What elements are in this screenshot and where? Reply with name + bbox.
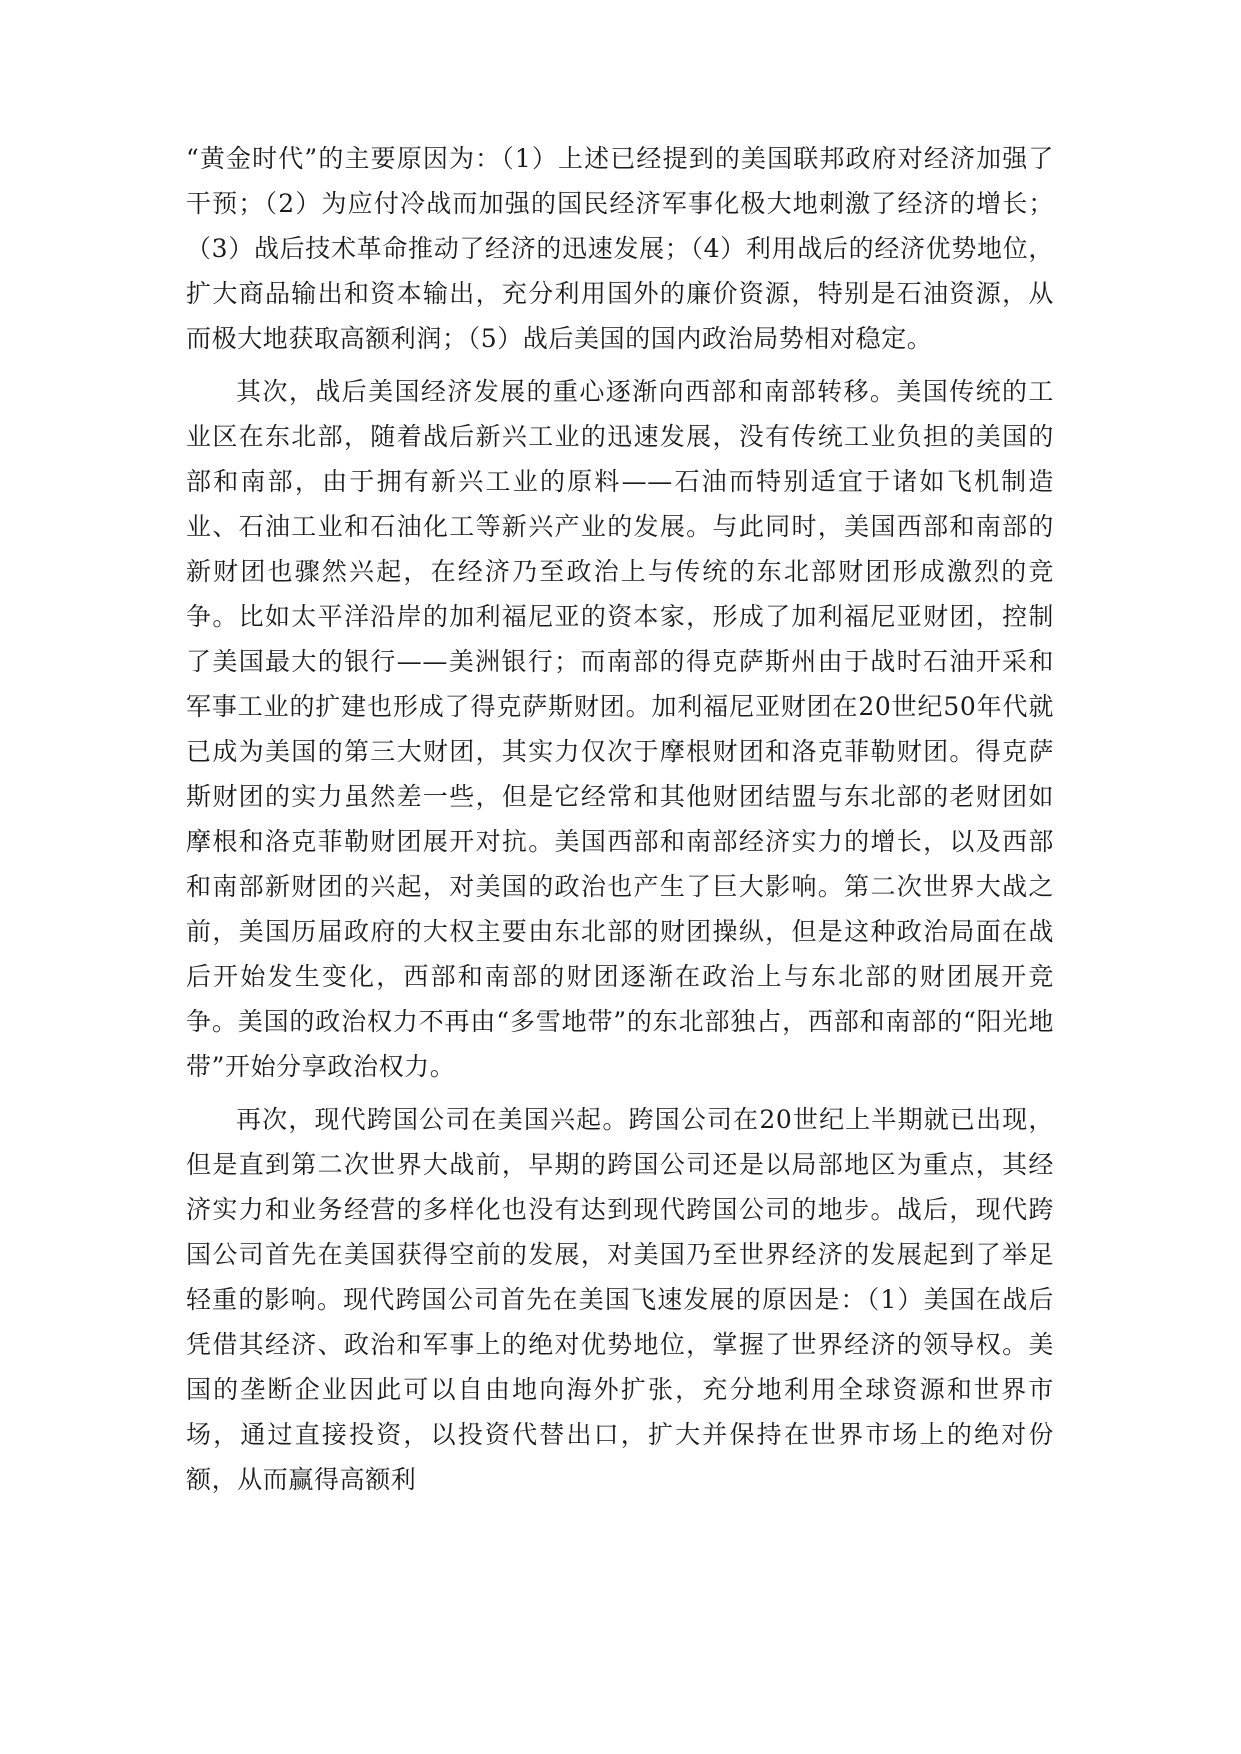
paragraph-golden-age-causes: “黄金时代”的主要原因为：（1）上述已经提到的美国联邦政府对经济加强了干预；（2）为应付冷战而加强的国民经济军事化极大地刺激了经济的增长；（3）战后技术革命推动了经济的迅速发展；（4）利用战后的经济优势地位，扩大商品输出和资本输出，充分利用国外的廉价资源，特别是石油资源，从而极大地获取高额利润；（5）战后美国的国内政治局势相对稳定。 xyxy=(186,144,1054,353)
body-text xyxy=(186,136,1054,1510)
paragraph-west-south-shift: 其次，战后美国经济发展的重心逐渐向西部和南部转移。美国传统的工业区在东北部，随着战后新兴工业的迅速发展，没有传统工业负担的美国的部和南部，由于拥有新兴工业的原料——石油而特别适宜于诸如飞机制造业、石油工业和石油化工等新兴产业的发展。与此同时，美国西部和南部的新财团也骤然兴起，在经济乃至政治上与传统的东北部财团形成激烈的竞争。比如太平洋沿岸的加利福尼亚的资本家，形成了加利福尼亚财团，控制了美国最大的银行——美洲银行；而南部的得克萨斯州由于战时石油开采和军事工业的扩建也形成了得克萨斯财团。加利福尼亚财团在20世纪50年代就已成为美国的第三大财团，其实力仅次于摩根财团和洛克菲勒财团。得克萨斯财团的实力虽然差一些，但是它经常和其他财团结盟与东北部的老财团如摩根和洛克菲勒财团展开对抗。美国西部和南部经济实力的增长，以及西部和南部新财团的兴起，对美国的政治也产生了巨大影响。第二次世界大战之前，美国历届政府的大权主要由东北部的财团操纵，但是这种政治局面在战后开始发生变化，西部和南部的财团逐渐在政治上与东北部的财团展开竞争。美国的政治权力不再由“多雪地带”的东北部独占，西部和南部的“阳光地带”开始分享政治权力。 xyxy=(186,377,1054,1081)
paragraph-multinational-rise: 再次，现代跨国公司在美国兴起。跨国公司在20世纪上半期就已出现，但是直到第二次世界大战前，早期的跨国公司还是以局部地区为重点，其经济实力和业务经营的多样化也没有达到现代跨国公司的地步。战后，现代跨国公司首先在美国获得空前的发展，对美国乃至世界经济的发展起到了举足轻重的影响。现代跨国公司首先在美国飞速发展的原因是：（1）美国在战后凭借其经济、政治和军事上的绝对优势地位，掌握了世界经济的领导权。美国的垄断企业因此可以自由地向海外扩张，充分地利用全球资源和世界市场，通过直接投资，以投资代替出口，扩大并保持在世界市场上的绝对份额，从而赢得高额利 xyxy=(186,1105,1054,1494)
